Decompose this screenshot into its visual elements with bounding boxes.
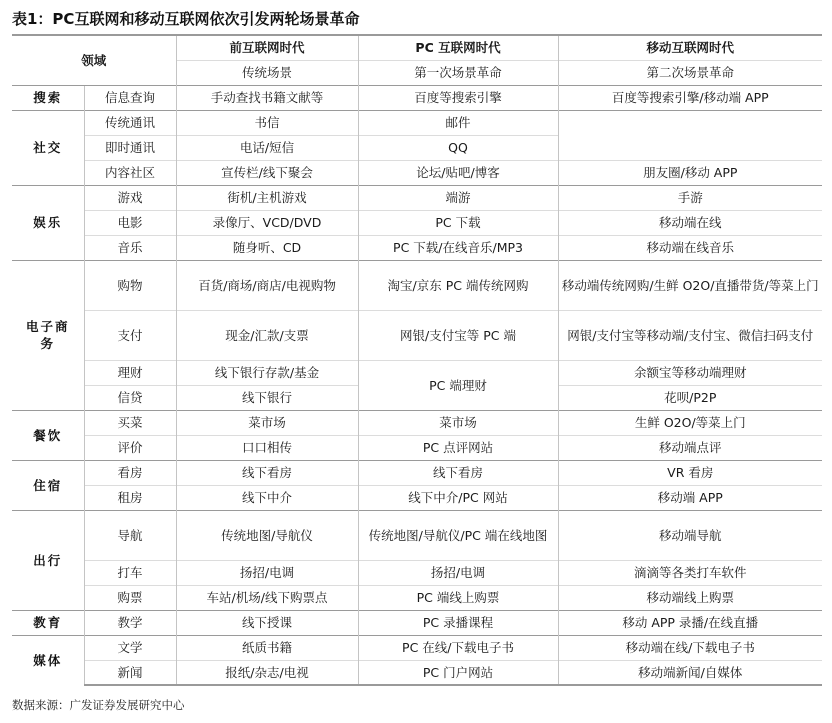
domain-cell: 电子商务	[12, 260, 84, 410]
header-second-revolution: 第二次场景革命	[558, 60, 822, 85]
pre-internet-cell: 线下授课	[176, 610, 358, 635]
table-row	[12, 510, 822, 560]
area-cell: 支付	[84, 310, 176, 360]
table-row	[12, 410, 822, 435]
area-cell: 打车	[84, 560, 176, 585]
domain-cell: 社交	[12, 110, 84, 185]
pc-internet-cell: PC 在线/下载电子书	[358, 635, 558, 660]
pc-internet-cell: 线下看房	[358, 460, 558, 485]
table-row	[12, 435, 822, 460]
pc-internet-cell: 端游	[358, 185, 558, 210]
header-traditional-scene: 传统场景	[176, 60, 358, 85]
mobile-internet-cell	[558, 110, 822, 160]
pre-internet-cell: 宣传栏/线下聚会	[176, 160, 358, 185]
area-cell: 电影	[84, 210, 176, 235]
area-cell: 游戏	[84, 185, 176, 210]
table-row	[12, 185, 822, 210]
mobile-internet-cell: 移动端在线	[558, 210, 822, 235]
area-cell: 导航	[84, 510, 176, 560]
area-cell: 评价	[84, 435, 176, 460]
area-cell: 信息查询	[84, 85, 176, 110]
pc-internet-cell: 菜市场	[358, 410, 558, 435]
mobile-internet-cell: 移动端新闻/自媒体	[558, 660, 822, 685]
table-row	[12, 485, 822, 510]
area-cell: 音乐	[84, 235, 176, 260]
scene-revolution-table	[12, 34, 822, 686]
pre-internet-cell: 线下中介	[176, 485, 358, 510]
pc-internet-cell: PC 端线上购票	[358, 585, 558, 610]
area-cell: 买菜	[84, 410, 176, 435]
pre-internet-cell: 扬招/电调	[176, 560, 358, 585]
pc-internet-cell: 论坛/贴吧/博客	[358, 160, 558, 185]
area-cell: 购物	[84, 260, 176, 310]
area-cell: 文学	[84, 635, 176, 660]
pre-internet-cell: 线下银行	[176, 385, 358, 410]
mobile-internet-cell: 余额宝等移动端理财	[558, 360, 822, 385]
mobile-internet-cell: 生鲜 O2O/等菜上门	[558, 410, 822, 435]
domain-cell: 教育	[12, 610, 84, 635]
pre-internet-cell: 现金/汇款/支票	[176, 310, 358, 360]
domain-cell: 媒体	[12, 635, 84, 685]
area-cell: 内容社区	[84, 160, 176, 185]
mobile-internet-cell: 移动端线上购票	[558, 585, 822, 610]
mobile-internet-cell: 移动端点评	[558, 435, 822, 460]
table-row	[12, 560, 822, 585]
mobile-internet-cell: 手游	[558, 185, 822, 210]
pre-internet-cell: 口口相传	[176, 435, 358, 460]
pc-internet-cell: 邮件	[358, 110, 558, 135]
pc-internet-cell: 淘宝/京东 PC 端传统网购	[358, 260, 558, 310]
mobile-internet-cell: 移动端导航	[558, 510, 822, 560]
pre-internet-cell: 报纸/杂志/电视	[176, 660, 358, 685]
pc-internet-cell: PC 录播课程	[358, 610, 558, 635]
mobile-internet-cell: 滴滴等各类打车软件	[558, 560, 822, 585]
mobile-internet-cell: 移动端 APP	[558, 485, 822, 510]
table-row	[12, 310, 822, 360]
table-row	[12, 635, 822, 660]
pc-internet-cell: PC 下载/在线音乐/MP3	[358, 235, 558, 260]
pre-internet-cell: 线下银行存款/基金	[176, 360, 358, 385]
pre-internet-cell: 车站/机场/线下购票点	[176, 585, 358, 610]
pre-internet-cell: 录像厅、VCD/DVD	[176, 210, 358, 235]
mobile-internet-cell: 花呗/P2P	[558, 385, 822, 410]
mobile-internet-cell: 移动端传统网购/生鲜 O2O/直播带货/等菜上门	[558, 260, 822, 310]
pc-internet-cell: 传统地图/导航仪/PC 端在线地图	[358, 510, 558, 560]
table-row	[12, 260, 822, 310]
pre-internet-cell: 线下看房	[176, 460, 358, 485]
pc-internet-cell: PC 下载	[358, 210, 558, 235]
table-row	[12, 110, 822, 135]
area-cell: 即时通讯	[84, 135, 176, 160]
pre-internet-cell: 百货/商场/商店/电视购物	[176, 260, 358, 310]
pre-internet-cell: 手动查找书籍文献等	[176, 85, 358, 110]
header-row	[12, 35, 822, 60]
table-row	[12, 585, 822, 610]
area-cell: 看房	[84, 460, 176, 485]
header-pre-internet: 前互联网时代	[176, 35, 358, 60]
area-cell: 购票	[84, 585, 176, 610]
pc-internet-cell: PC 门户网站	[358, 660, 558, 685]
area-cell: 信贷	[84, 385, 176, 410]
header-domain: 领域	[12, 35, 176, 85]
area-cell: 租房	[84, 485, 176, 510]
pre-internet-cell: 电话/短信	[176, 135, 358, 160]
pre-internet-cell: 随身听、CD	[176, 235, 358, 260]
pc-internet-cell: QQ	[358, 135, 558, 160]
header-first-revolution: 第一次场景革命	[358, 60, 558, 85]
table-row	[12, 360, 822, 385]
pre-internet-cell: 传统地图/导航仪	[176, 510, 358, 560]
domain-cell: 餐饮	[12, 410, 84, 460]
domain-cell: 搜索	[12, 85, 84, 110]
pre-internet-cell: 书信	[176, 110, 358, 135]
mobile-internet-cell: 移动端在线/下载电子书	[558, 635, 822, 660]
mobile-internet-cell: 百度等搜索引擎/移动端 APP	[558, 85, 822, 110]
pc-internet-cell: PC 端理财	[358, 360, 558, 410]
header-pc-internet: PC 互联网时代	[358, 35, 558, 60]
pre-internet-cell: 纸质书籍	[176, 635, 358, 660]
source-note: 数据来源：广发证券发展研究中心	[12, 698, 185, 712]
pre-internet-cell: 街机/主机游戏	[176, 185, 358, 210]
area-cell: 教学	[84, 610, 176, 635]
pc-internet-cell: 线下中介/PC 网站	[358, 485, 558, 510]
domain-cell: 住宿	[12, 460, 84, 510]
pre-internet-cell: 菜市场	[176, 410, 358, 435]
table-row	[12, 235, 822, 260]
area-cell: 新闻	[84, 660, 176, 685]
area-cell: 传统通讯	[84, 110, 176, 135]
table-row	[12, 610, 822, 635]
pc-internet-cell: PC 点评网站	[358, 435, 558, 460]
area-cell: 理财	[84, 360, 176, 385]
mobile-internet-cell: 移动端在线音乐	[558, 235, 822, 260]
table-row	[12, 210, 822, 235]
mobile-internet-cell: 移动 APP 录播/在线直播	[558, 610, 822, 635]
table-row	[12, 85, 822, 110]
table-row	[12, 660, 822, 685]
mobile-internet-cell: VR 看房	[558, 460, 822, 485]
table-title: 表1：PC互联网和移动互联网依次引发两轮场景革命	[12, 10, 360, 28]
mobile-internet-cell: 网银/支付宝等移动端/支付宝、微信扫码支付	[558, 310, 822, 360]
mobile-internet-cell: 朋友圈/移动 APP	[558, 160, 822, 185]
header-mobile-internet: 移动互联网时代	[558, 35, 822, 60]
pc-internet-cell: 百度等搜索引擎	[358, 85, 558, 110]
table-row	[12, 460, 822, 485]
pc-internet-cell: 扬招/电调	[358, 560, 558, 585]
table-row	[12, 160, 822, 185]
pc-internet-cell: 网银/支付宝等 PC 端	[358, 310, 558, 360]
domain-cell: 娱乐	[12, 185, 84, 260]
domain-cell: 出行	[12, 510, 84, 610]
